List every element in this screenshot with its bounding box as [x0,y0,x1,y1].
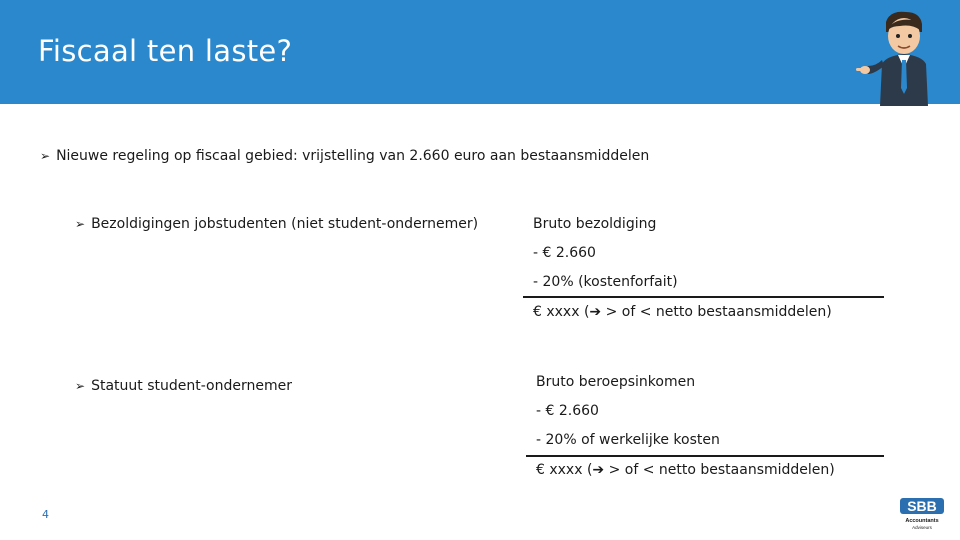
calc-jobstudent-line1: Bruto bezoldiging [533,216,657,232]
jobstudent-bullet-text: Bezoldigingen jobstudenten (niet student-ondernemer) [91,216,479,232]
main-bullet-text: Nieuwe regeling op fiscaal gebied: vrijstelling van 2.660 euro aan bestaansmiddelen [56,148,650,164]
jobstudent-bullet [75,216,478,232]
sbb-logo [899,497,945,531]
calc-jobstudent-line3: - 20% (kostenforfait) [533,274,678,290]
calc-jobstudent-result-prefix: € xxxx ( [533,304,590,320]
calc-statuut-line3: - 20% of werkelijke kosten [536,432,720,448]
calc-statuut-line1: Bruto beroepsinkomen [536,374,696,390]
header-bar [0,0,960,104]
calc-statuut-divider [526,455,884,457]
calc-jobstudent-line2: - € 2.660 [533,245,596,261]
statuut-bullet-text: Statuut student-ondernemer [91,378,292,394]
arrow-bullet-icon: ➢ [75,217,86,231]
calc-statuut-result-suffix: > of < netto bestaansmiddelen) [604,462,835,478]
calc-statuut-result [536,462,835,478]
svg-text:Adviseurs: Adviseurs [912,525,932,530]
main-bullet [40,148,649,164]
calc-jobstudent-result [533,304,832,320]
right-arrow-icon: ➔ [589,304,602,320]
slide-title: Fiscaal ten laste? [38,34,293,68]
calc-statuut-line2: - € 2.660 [536,403,599,419]
svg-text:SBB: SBB [907,498,937,514]
page-number: 4 [42,508,49,521]
arrow-bullet-icon: ➢ [75,379,86,393]
calc-jobstudent-result-suffix: > of < netto bestaansmiddelen) [601,304,832,320]
svg-text:Accountants: Accountants [905,518,939,524]
statuut-bullet [75,378,292,394]
businessman-mascot-icon [856,8,950,106]
arrow-bullet-icon: ➢ [40,149,51,163]
calc-jobstudent-divider [523,296,884,298]
calc-statuut-result-prefix: € xxxx ( [536,462,593,478]
right-arrow-icon: ➔ [592,462,605,478]
